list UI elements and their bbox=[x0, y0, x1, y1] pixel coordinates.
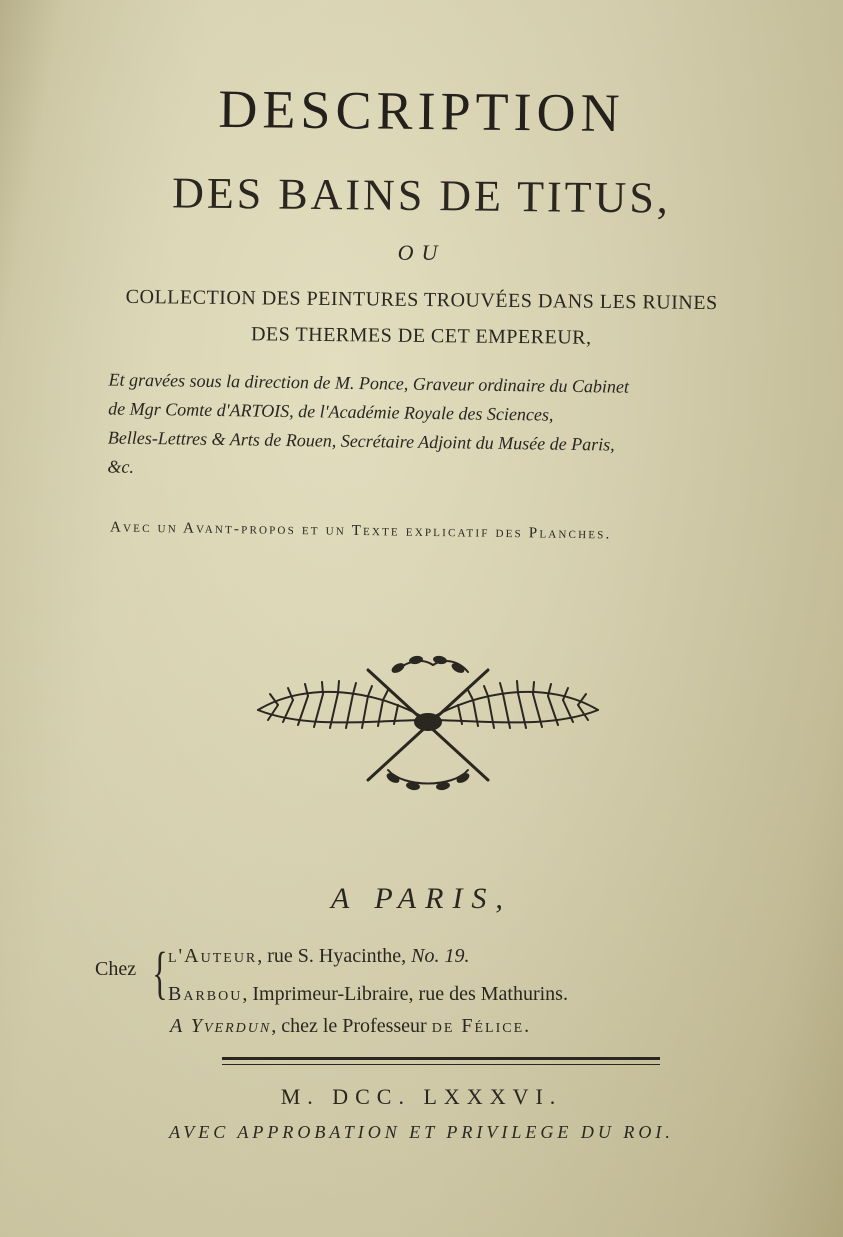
publisher-3-name: de Félice. bbox=[431, 1015, 532, 1037]
publisher-line-2 bbox=[168, 983, 568, 1006]
engraving-line-2: de Mgr Comte d'ARTOIS, de l'Académie Royale des Sciences, bbox=[108, 398, 554, 425]
book-subtitle: DES BAINS DE TITUS, bbox=[171, 168, 672, 223]
engraving-credit bbox=[107, 365, 759, 490]
crossed-palm-branches-ornament-icon bbox=[248, 650, 608, 800]
royal-approbation: AVEC APPROBATION ET PRIVILEGE DU ROI. bbox=[169, 1122, 674, 1142]
double-rule-thin bbox=[222, 1064, 660, 1065]
publisher-3-text: , chez le Professeur bbox=[271, 1015, 432, 1037]
publication-year: M. DCC. LXXXVI. bbox=[280, 1084, 563, 1109]
collection-description bbox=[0, 278, 843, 359]
publisher-1-address: , rue S. Hyacinthe, bbox=[257, 945, 412, 967]
collection-line-2: DES THERMES DE CET EMPEREUR, bbox=[250, 323, 592, 349]
publication-city: A PARIS, bbox=[331, 882, 512, 915]
preface-note: Avec un Avant-propos et un Texte explicatif des Planches. bbox=[109, 519, 612, 543]
engraving-line-1: Et gravées sous la direction de M. Ponce, Graveur ordinaire du Cabinet bbox=[108, 369, 630, 397]
book-title: DESCRIPTION bbox=[218, 78, 625, 144]
engraving-line-4: &c. bbox=[107, 456, 135, 477]
publisher-line-3 bbox=[170, 1015, 531, 1038]
engraving-line-3: Belles-Lettres & Arts de Rouen, Secrétaire Adjoint du Musée de Paris, bbox=[107, 427, 615, 455]
publisher-1-name: l'Auteur bbox=[168, 945, 258, 967]
collection-line-1: COLLECTION DES PEINTURES TROUVÉES DANS LES RUINES bbox=[125, 285, 718, 315]
chez-label: Chez bbox=[95, 958, 137, 980]
publisher-line-1 bbox=[168, 945, 469, 968]
publisher-2-name: Barbou bbox=[168, 983, 243, 1005]
publisher-3-place: A Yverdun bbox=[170, 1015, 272, 1037]
conjunction-ou: OU bbox=[397, 240, 446, 265]
publisher-2-address: , Imprimeur-Libraire, rue des Mathurins. bbox=[242, 983, 568, 1005]
brace-glyph: { bbox=[152, 940, 168, 1005]
double-rule-thick bbox=[222, 1057, 660, 1060]
publisher-1-number: No. 19. bbox=[411, 945, 470, 967]
